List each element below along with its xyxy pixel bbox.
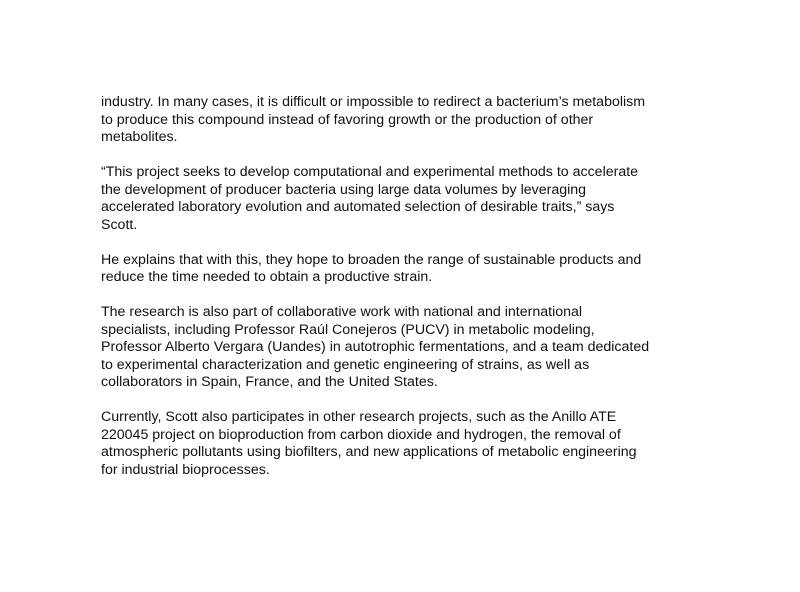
paragraph-collaboration: [101, 304, 721, 392]
text-line: He explains that with this, they hope to broaden the range of sustainable products and: [101, 251, 642, 268]
text-line: reduce the time needed to obtain a productive strain.: [101, 269, 433, 285]
text-line: collaborators in Spain, France, and the United States.: [101, 374, 438, 390]
text-line: industry. In many cases, it is difficult or impossible to redirect a bacterium’s metabolism: [101, 94, 646, 110]
text-line: metabolites.: [101, 129, 178, 145]
paragraph-metabolism: [101, 94, 721, 147]
text-line: Professor Alberto Vergara (Uandes) in autotrophic fermentations, and a team dedicated: [101, 339, 650, 355]
paragraph-goals: [101, 252, 721, 287]
text-line: Scott.: [101, 216, 138, 233]
paragraph-project-quote: [101, 164, 721, 234]
text-line: 220045 project on bioproduction from carbon dioxide and hydrogen, the removal of: [101, 426, 621, 443]
text-line: to produce this compound instead of favoring growth or the production of other: [101, 111, 594, 128]
paragraph-other-projects: [101, 409, 721, 479]
text-line: “This project seeks to develop computational and experimental methods to accelerate: [101, 164, 639, 180]
text-line: the development of producer bacteria using large data volumes by leveraging: [101, 181, 587, 198]
text-line: The research is also part of collaborative work with national and international: [101, 304, 583, 320]
document-body: [101, 94, 721, 479]
text-line: accelerated laboratory evolution and automated selection of desirable traits,” says: [101, 199, 615, 215]
text-line: to experimental characterization and genetic engineering of strains, as well as: [101, 356, 590, 373]
text-line: atmospheric pollutants using biofilters, and new applications of metabolic engineering: [101, 444, 637, 460]
text-line: specialists, including Professor Raúl Conejeros (PUCV) in metabolic modeling,: [101, 321, 595, 338]
text-line: for industrial bioprocesses.: [101, 461, 270, 478]
text-line: Currently, Scott also participates in other research projects, such as the Anillo ATE: [101, 409, 617, 425]
